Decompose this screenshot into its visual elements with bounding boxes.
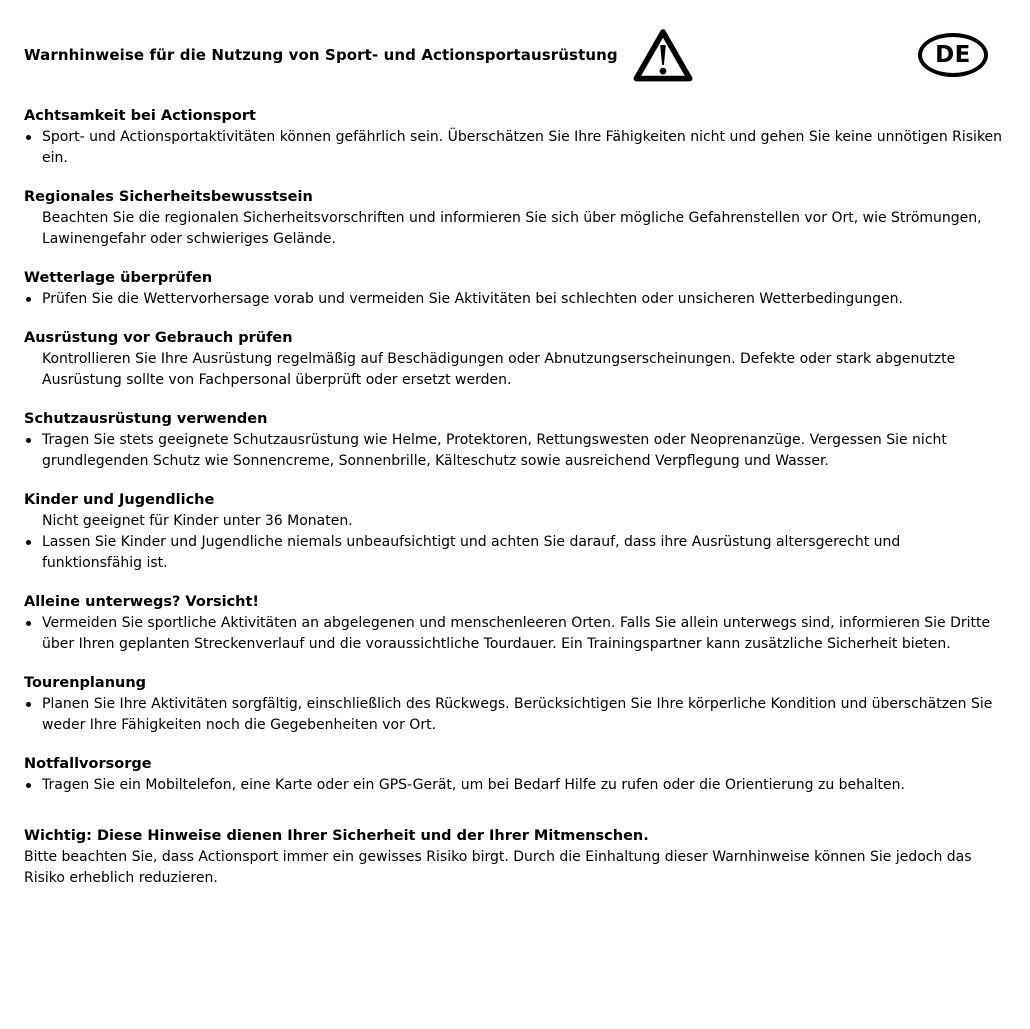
bullet-item: Sport- und Actionsportaktivitäten können gefährlich sein. Überschätzen Sie Ihre Fähigkeiten nicht und gehen Sie keine unnötigen Risiken ein. bbox=[24, 127, 1004, 169]
section-regionales-sicherheitsbewusstsein bbox=[24, 187, 1004, 250]
bullet-item: Tragen Sie ein Mobiltelefon, eine Karte oder ein GPS-Gerät, um bei Bedarf Hilfe zu rufen oder die Orientierung zu behalten. bbox=[24, 775, 1004, 796]
section-heading: Regionales Sicherheitsbewusstsein bbox=[24, 189, 313, 205]
section-heading: Achtsamkeit bei Actionsport bbox=[24, 108, 256, 124]
section-wetterlage bbox=[24, 268, 1004, 310]
document-header bbox=[24, 26, 1004, 84]
bullet-item: Lassen Sie Kinder und Jugendliche niemals unbeaufsichtigt und achten Sie darauf, dass ihre Ausrüstung altersgerecht und funktionsfähig ist. bbox=[24, 532, 1004, 574]
important-note bbox=[24, 826, 1004, 889]
section-ausruestung-pruefen bbox=[24, 328, 1004, 391]
section-tourenplanung bbox=[24, 673, 1004, 736]
section-heading: Notfallvorsorge bbox=[24, 756, 152, 772]
bullet-item: Planen Sie Ihre Aktivitäten sorgfältig, einschließlich des Rückwegs. Berücksichtigen Sie Ihre körperliche Kondition und überschätzen Sie weder Ihre Fähigkeiten noch die Gegebenheiten vor Ort. bbox=[24, 694, 1004, 736]
section-heading: Kinder und Jugendliche bbox=[24, 492, 215, 508]
section-schutzausruestung bbox=[24, 409, 1004, 472]
important-note-heading: Wichtig: Diese Hinweise dienen Ihrer Sicherheit und der Ihrer Mitmenschen. bbox=[24, 828, 649, 844]
section-heading: Schutzausrüstung verwenden bbox=[24, 411, 268, 427]
section-heading: Tourenplanung bbox=[24, 675, 147, 691]
section-achtsamkeit bbox=[24, 106, 1004, 169]
indent-item: Kontrollieren Sie Ihre Ausrüstung regelmäßig auf Beschädigungen oder Abnutzungserscheinungen. Defekte oder stark abgenutzte Ausrüstung sollte von Fachpersonal überprüft oder ersetzt werden. bbox=[42, 351, 956, 388]
section-heading: Ausrüstung vor Gebrauch prüfen bbox=[24, 330, 293, 346]
important-note-text: Bitte beachten Sie, dass Actionsport immer ein gewisses Risiko birgt. Durch die Einhaltung dieser Warnhinweise können Sie jedoch das Risiko erheblich reduzieren. bbox=[24, 849, 972, 886]
bullet-item: Prüfen Sie die Wettervorhersage vorab und vermeiden Sie Aktivitäten bei schlechten oder unsicheren Wetterbedingungen. bbox=[24, 289, 1004, 310]
indent-item: Beachten Sie die regionalen Sicherheitsvorschriften und informieren Sie sich über mögliche Gefahrenstellen vor Ort, wie Strömungen, Lawinengefahr oder schwieriges Gelände. bbox=[42, 210, 982, 247]
section-kinder-jugendliche bbox=[24, 490, 1004, 574]
section-heading: Alleine unterwegs? Vorsicht! bbox=[24, 594, 260, 610]
bullet-item: Vermeiden Sie sportliche Aktivitäten an abgelegenen und menschenleeren Orten. Falls Sie allein unterwegs sind, informieren Sie Dritte über Ihren geplanten Streckenverlauf und die voraussichtliche Tourdauer. Ein Trainingspartner kann zusätzliche Sicherheit bieten. bbox=[24, 613, 1004, 655]
bullet-item: Tragen Sie stets geeignete Schutzausrüstung wie Helme, Protektoren, Rettungswesten oder Neoprenanzüge. Vergessen Sie nicht grundlegenden Schutz wie Sonnencreme, Sonnenbrille, Kälteschutz sowie ausreichend Verpflegung und Wasser. bbox=[24, 430, 1004, 472]
language-badge: DE bbox=[918, 33, 988, 77]
page-title: Warnhinweise für die Nutzung von Sport- und Actionsportausrüstung bbox=[24, 46, 618, 64]
warning-triangle-icon bbox=[632, 26, 694, 84]
section-alleine-unterwegs bbox=[24, 592, 1004, 655]
indent-item: Nicht geeignet für Kinder unter 36 Monaten. bbox=[42, 513, 353, 529]
section-notfallvorsorge bbox=[24, 754, 1004, 796]
section-heading: Wetterlage überprüfen bbox=[24, 270, 213, 286]
